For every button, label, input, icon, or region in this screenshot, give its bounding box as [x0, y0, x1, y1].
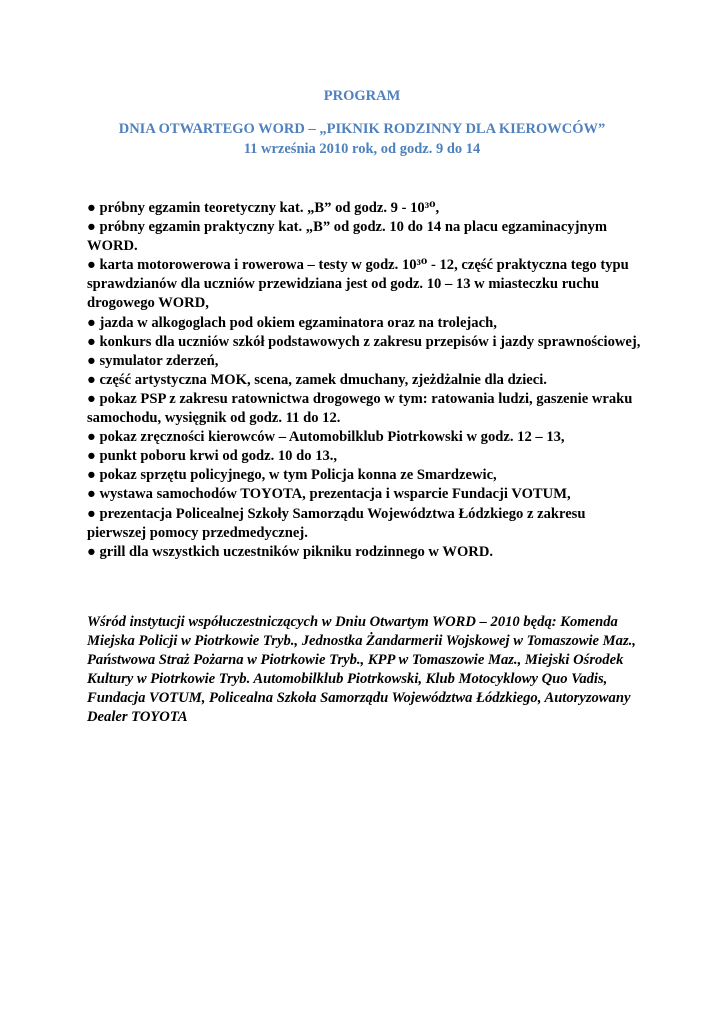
program-item: ● część artystyczna MOK, scena, zamek dmuchany, zjeżdżalnie dla dzieci. [87, 371, 547, 388]
program-item: ● konkurs dla uczniów szkół podstawowych z zakresu przepisów i jazdy sprawnościowej, [87, 333, 641, 350]
program-item: ● symulator zderzeń, [87, 352, 219, 369]
program-item: ● karta motorowerowa i rowerowa – testy w godz. 10³⁰ - 12, część praktyczna tego typu sprawdzianów dla uczniów przewidziana jest od godz. 10 – 13 w miasteczku ruchu drogowego WORD, [87, 257, 629, 312]
program-item: ● grill dla wszystkich uczestników pikniku rodzinnego w WORD. [87, 543, 494, 560]
program-item: ● próbny egzamin teoretyczny kat. „B” od godz. 9 - 10³⁰, [87, 200, 440, 216]
participants-paragraph: Wśród instytucji współuczestniczących w Dniu Otwartym WORD – 2010 będą: Komenda Miejska Policji w Piotrkowie Tryb., Jednostka Żandarmerii Wojskowej w Tomaszowie Maz., Państwowa Straż Pożarna w Piotrkowie Tryb., KPP w Tomaszowie Maz., Miejski Ośrodek Kultury w Piotrkowie Tryb. Automobilklub Piotrkowski, Klub Motocyklowy Quo Vadis, Fundacja VOTUM, Policealna Szkoła Samorządu Województwa Łódzkiego, Autoryzowany Dealer TOYOTA [87, 613, 636, 726]
program-item: ● jazda w alkogoglach pod okiem egzaminatora oraz na trolejach, [87, 314, 497, 331]
program-item: ● pokaz sprzętu policyjnego, w tym Policja konna ze Smardzewic, [87, 467, 497, 484]
program-item: ● próbny egzamin praktyczny kat. „B” od godz. 10 do 14 na placu egzaminacyjnym WORD. [87, 219, 608, 255]
program-item: ● wystawa samochodów TOYOTA, prezentacja i wsparcie Fundacji VOTUM, [87, 486, 571, 503]
event-title: DNIA OTWARTEGO WORD – „PIKNIK RODZINNY DLA KIEROWCÓW” [118, 121, 606, 137]
program-item: ● pokaz PSP z zakresu ratownictwa drogowego w tym: ratowania ludzi, gaszenie wraku samochodu, wysięgnik od godz. 11 do 12. [87, 390, 633, 427]
program-list [87, 199, 647, 562]
page-title: PROGRAM [323, 88, 401, 104]
event-date: 11 września 2010 rok, od godz. 9 do 14 [243, 141, 481, 157]
program-item: ● pokaz zręczności kierowców – Automobilklub Piotrkowski w godz. 12 – 13, [87, 429, 565, 446]
document-header [0, 86, 724, 159]
program-item: ● prezentacja Policealnej Szkoły Samorządu Województwa Łódzkiego z zakresu pierwszej pomocy przedmedycznej. [87, 505, 586, 541]
program-item: ● punkt poboru krwi od godz. 10 do 13., [87, 448, 338, 465]
